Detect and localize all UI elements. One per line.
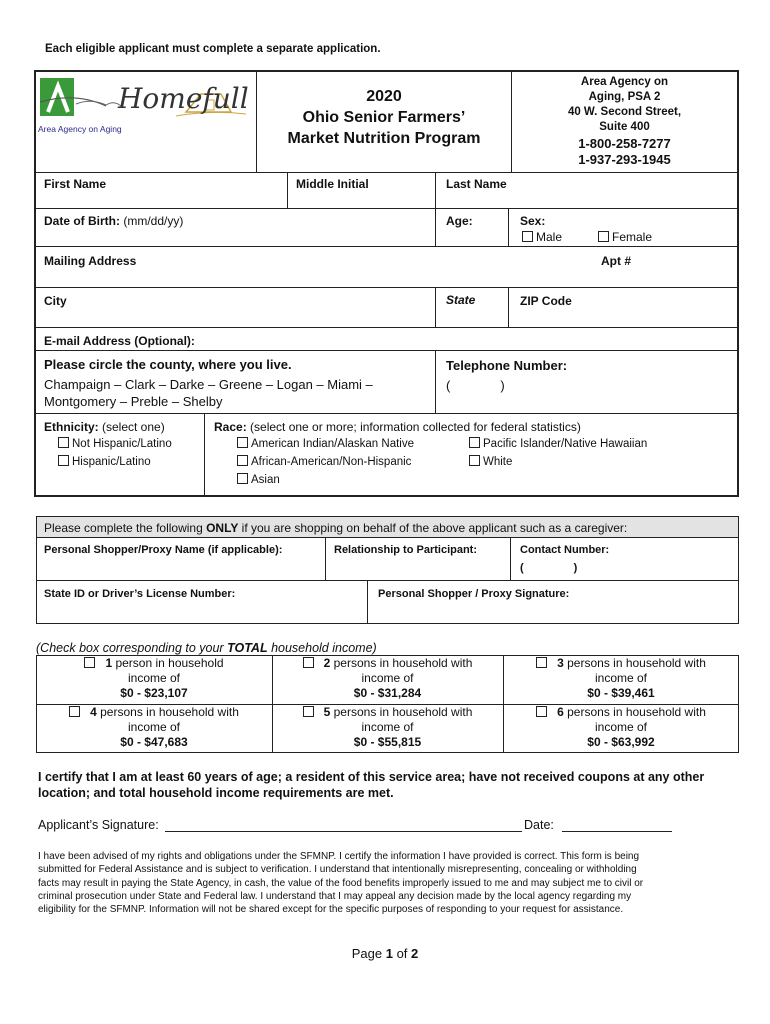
female-label: Female bbox=[612, 230, 653, 244]
city-field[interactable]: City bbox=[44, 294, 67, 308]
county-line1[interactable]: Champaign – Clark – Darke – Greene – Logan – Miami – bbox=[44, 377, 373, 392]
income-range: $0 - $39,461 bbox=[587, 686, 655, 700]
relationship-field[interactable]: Relationship to Participant: bbox=[334, 544, 478, 556]
logo-word: Homefull bbox=[118, 82, 249, 115]
sex-label: Sex: bbox=[520, 214, 546, 228]
agency-line3: 40 W. Second Street, bbox=[567, 106, 682, 118]
race-label: Race: (select one or more; information collected for federal statistics) bbox=[214, 420, 581, 434]
income-option-line2: income of bbox=[594, 671, 648, 685]
checkbox[interactable] bbox=[237, 437, 248, 448]
income-option-line2: income of bbox=[127, 720, 181, 734]
disclaimer-line: criminal prosecution under State and Federal law. I understand that I may appeal any decision made by the local agency regarding my bbox=[38, 890, 632, 902]
female-checkbox[interactable] bbox=[598, 231, 609, 242]
checkbox[interactable] bbox=[58, 455, 69, 466]
logo bbox=[36, 72, 256, 172]
first-name-field[interactable]: First Name bbox=[44, 177, 107, 191]
mailing-address-field[interactable]: Mailing Address bbox=[44, 254, 137, 268]
checkbox[interactable] bbox=[237, 455, 248, 466]
income-checkbox[interactable] bbox=[69, 706, 80, 717]
checkbox[interactable] bbox=[469, 437, 480, 448]
male-checkbox[interactable] bbox=[522, 231, 533, 242]
income-range: $0 - $31,284 bbox=[353, 686, 422, 700]
dob-format: (mm/dd/yy) bbox=[120, 214, 184, 228]
year: 2020 bbox=[366, 88, 402, 105]
program-line1: Ohio Senior Farmers’ bbox=[302, 109, 466, 126]
male-label: Male bbox=[536, 230, 563, 244]
agency-info bbox=[512, 72, 737, 172]
income-checkbox[interactable] bbox=[303, 706, 314, 717]
race-pacific-islander[interactable]: Pacific Islander/Native Hawaiian bbox=[469, 437, 647, 450]
page-number: Page 1 of 2 bbox=[351, 946, 419, 961]
income-option-6[interactable] bbox=[503, 705, 739, 750]
disclaimer-line: facts may result in paying the State Agency, in cash, the value of the food benefits improperly issued to me and may subject me to civil or bbox=[38, 877, 644, 889]
dob-field[interactable] bbox=[44, 214, 183, 228]
income-option-line1: 1 person in household bbox=[36, 656, 272, 671]
race-american-indian[interactable]: American Indian/Alaskan Native bbox=[237, 437, 414, 450]
applicant-signature-label: Applicant’s Signature: bbox=[38, 818, 159, 832]
agency-line2: Aging, PSA 2 bbox=[588, 91, 661, 103]
race-white[interactable]: White bbox=[469, 455, 512, 468]
phone-open-paren: ( bbox=[446, 378, 451, 393]
income-checkbox[interactable] bbox=[303, 657, 314, 668]
income-option-line1: 3 persons in household with bbox=[503, 656, 739, 671]
certify-line2: location; and total household income requirements are met. bbox=[38, 786, 394, 800]
contact-number-parens: ( ) bbox=[520, 562, 578, 574]
age-field[interactable]: Age: bbox=[446, 214, 473, 228]
agency-line1: Area Agency on bbox=[580, 76, 669, 88]
female-option[interactable] bbox=[598, 230, 652, 244]
male-option[interactable] bbox=[522, 230, 562, 244]
email-field[interactable]: E-mail Address (Optional): bbox=[44, 334, 195, 348]
income-option-line2: income of bbox=[594, 720, 648, 734]
income-range: $0 - $23,107 bbox=[120, 686, 188, 700]
income-option-line2: income of bbox=[127, 671, 181, 685]
income-option-line1: 6 persons in household with bbox=[503, 705, 739, 720]
telephone-title: Telephone Number: bbox=[446, 358, 568, 373]
ethnicity-label: Ethnicity: (select one) bbox=[44, 420, 165, 434]
certify-line1: I certify that I am at least 60 years of age; a resident of this service area; have not received coupons at any other bbox=[38, 770, 705, 784]
checkbox[interactable] bbox=[237, 473, 248, 484]
applicant-signature-line[interactable] bbox=[165, 831, 522, 832]
proxy-signature-field[interactable]: Personal Shopper / Proxy Signature: bbox=[378, 588, 570, 600]
income-option-line2: income of bbox=[361, 671, 414, 685]
proxy-intro: Please complete the following ONLY if you are shopping on behalf of the above applicant such as a caregiver: bbox=[44, 521, 628, 535]
agency-phone1: 1-800-258-7277 bbox=[578, 136, 671, 151]
disclaimer-line: eligibility for the SFMNP. Information will not be shared except for the specific purposes of responding to your request for assistance. bbox=[38, 904, 624, 916]
income-option-3[interactable] bbox=[503, 656, 739, 701]
phone-close-paren: ) bbox=[500, 378, 505, 393]
checkbox[interactable] bbox=[469, 455, 480, 466]
proxy-name-field[interactable]: Personal Shopper/Proxy Name (if applicable): bbox=[44, 544, 283, 556]
income-option-line2: income of bbox=[361, 720, 414, 734]
ethnicity-not-hispanic[interactable]: Not Hispanic/Latino bbox=[58, 437, 172, 450]
income-option-line1: 4 persons in household with bbox=[36, 705, 272, 720]
logo-caption: Area Agency on Aging bbox=[38, 124, 122, 134]
income-checkbox[interactable] bbox=[84, 657, 95, 668]
disclaimer bbox=[38, 850, 738, 916]
income-range: $0 - $47,683 bbox=[120, 735, 188, 749]
income-checkbox[interactable] bbox=[536, 657, 547, 668]
income-option-line1: 2 persons in household with bbox=[272, 656, 503, 671]
telephone-field[interactable] bbox=[446, 378, 505, 393]
apt-field[interactable]: Apt # bbox=[601, 254, 631, 268]
income-checkbox[interactable] bbox=[536, 706, 547, 717]
checkbox[interactable] bbox=[58, 437, 69, 448]
county-title: Please circle the county, where you live. bbox=[44, 357, 292, 372]
zip-field[interactable]: ZIP Code bbox=[520, 294, 572, 308]
contact-number-field[interactable]: Contact Number: bbox=[520, 544, 610, 556]
income-option-1[interactable] bbox=[36, 656, 272, 701]
ethnicity-hispanic[interactable]: Hispanic/Latino bbox=[58, 455, 151, 468]
income-range: $0 - $63,992 bbox=[587, 735, 655, 749]
agency-line4: Suite 400 bbox=[599, 121, 650, 133]
income-range: $0 - $55,815 bbox=[353, 735, 422, 749]
state-id-field[interactable]: State ID or Driver’s License Number: bbox=[44, 588, 236, 600]
disclaimer-line: I have been advised of my rights and obligations under the SFMNP. I certify the information I have provided is correct. This form is being bbox=[38, 851, 640, 862]
agency-phone2: 1-937-293-1945 bbox=[578, 152, 671, 167]
middle-initial-field[interactable]: Middle Initial bbox=[296, 177, 369, 191]
date-label: Date: bbox=[524, 818, 554, 832]
top-note: Each eligible applicant must complete a separate application. bbox=[45, 43, 381, 55]
income-option-4[interactable] bbox=[36, 705, 272, 750]
date-line[interactable] bbox=[562, 831, 672, 832]
program-line2: Market Nutrition Program bbox=[287, 130, 481, 147]
program-title bbox=[256, 72, 512, 172]
race-african-american[interactable]: African-American/Non-Hispanic bbox=[237, 455, 411, 468]
dob-label: Date of Birth: bbox=[44, 214, 120, 228]
income-option-2[interactable] bbox=[272, 656, 503, 701]
income-option-5[interactable] bbox=[272, 705, 503, 750]
race-asian[interactable]: Asian bbox=[237, 473, 280, 486]
income-option-line1: 5 persons in household with bbox=[272, 705, 503, 720]
last-name-field[interactable]: Last Name bbox=[446, 177, 507, 191]
county-line2[interactable]: Montgomery – Preble – Shelby bbox=[44, 394, 223, 409]
state-field[interactable]: State bbox=[446, 293, 476, 307]
disclaimer-line: submitted for Federal Assistance and is subject to verification. I understand that intentionally misrepresenting, concealing or withholding bbox=[38, 864, 637, 876]
income-intro: (Check box corresponding to your TOTAL household income) bbox=[36, 641, 377, 655]
